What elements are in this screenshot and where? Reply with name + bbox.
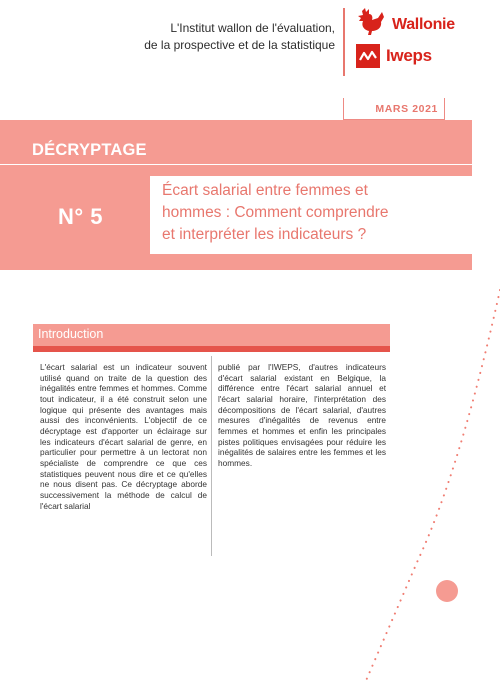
iweps-logo-text: Iweps [386,46,432,65]
iweps-logo [356,44,432,68]
accent-dot [436,580,458,602]
title-box [150,176,472,254]
introduction-heading-bar [33,324,390,352]
org-description [35,20,335,54]
introduction-heading: Introduction [38,327,104,341]
wallonie-logo [356,8,455,41]
section-label: DÉCRYPTAGE [32,141,147,159]
issue-number: N° 5 [58,204,104,229]
document-title: Écart salarial entre femmes et hommes : Comment comprendre et interpréter les indicateurs ? [162,182,389,243]
rooster-logo-icon [356,8,386,41]
org-line-1: L'Institut wallon de l'évaluation, [170,21,335,35]
logo-divider [343,8,345,76]
publication-date: MARS 2021 [375,103,438,115]
column-divider [211,356,212,556]
intro-text-left-column: L'écart salarial est un indicateur souvent utilisé quand on traite de la question des inégalités entre femmes et hommes. Comme tout indicateur, il a été construit selon une logique qui présente des avantages mais aussi des inconvénients. L'objectif de ce décryptage est d'apporter un éclairage sur les indicateurs d'écart salarial de genre, en particulier pour permettre à un lectorat non spécialiste de comprendre ce que ces statistiques peuvent nous dire et ce qu'elles ne nous disent pas. Ce décryptage aborde successivement la méthode de calcul de l'écart salarial [40,362,207,511]
date-box [343,98,445,120]
org-line-2: de la prospective et de la statistique [144,38,335,52]
intro-text-right-column: publié par l'IWEPS, d'autres indicateurs d'écart salarial existant en Belgique, la différence entre l'écart salarial annuel et l'écart salarial horaire, l'interprétation des décompositions de l'écart salarial, d'autres mesures d'inégalités de revenus entre femmes et hommes et enfin les principales pistes politiques envisagées pour réduire les inégalités de salaires entre les femmes et les hommes. [218,362,386,468]
iweps-logo-icon [356,44,380,68]
band-divider [0,164,472,165]
wallonie-logo-text: Wallonie [392,15,455,33]
